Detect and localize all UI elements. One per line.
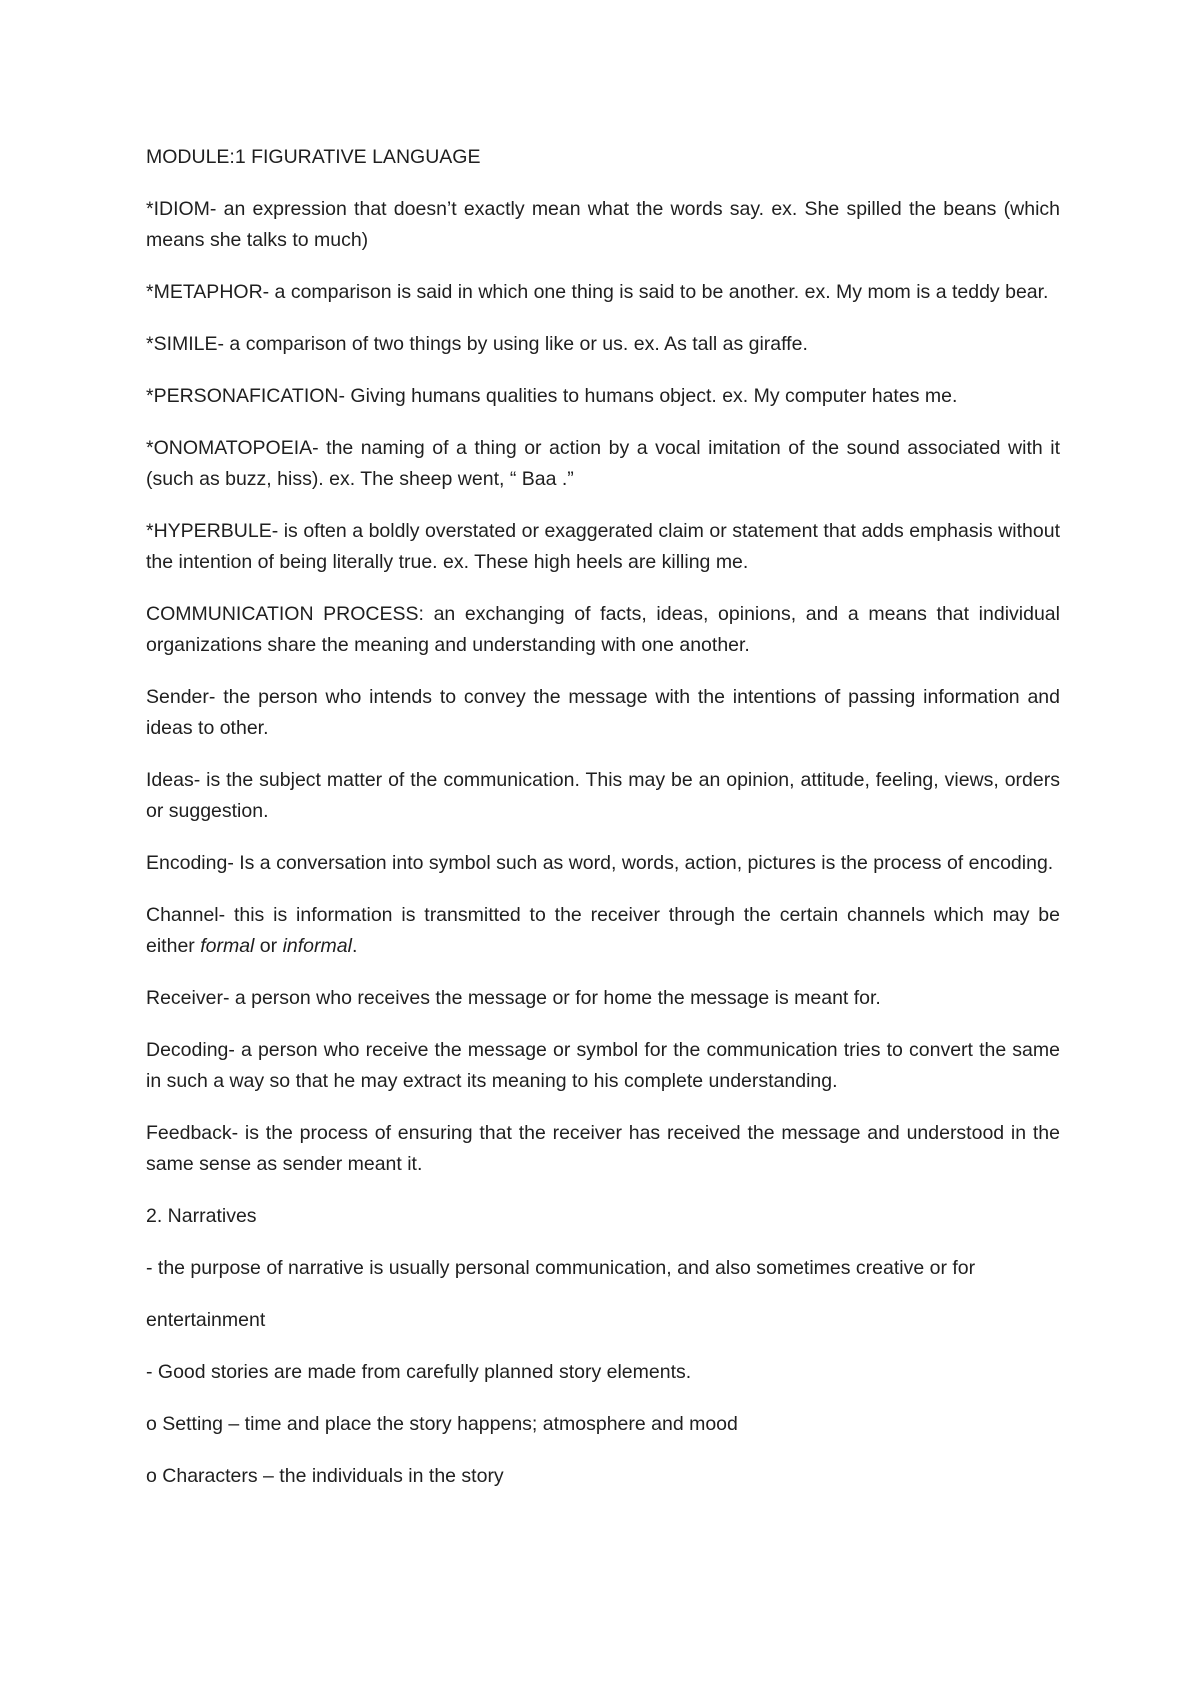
narratives-line: entertainment [146,1309,266,1331]
module-title: MODULE:1 FIGURATIVE LANGUAGE [146,146,481,168]
narratives-line: o Setting – time and place the story happens; atmosphere and mood [146,1413,738,1435]
encoding-definition: Encoding- Is a conversation into symbol such as word, words, action, pictures is the process of encoding. [146,852,1054,874]
sender-definition: Sender- the person who intends to convey the message with the intentions of passing information and ideas to other. [146,686,1060,739]
narratives-heading: 2. Narratives [146,1205,257,1227]
idiom-definition: *IDIOM- an expression that doesn’t exactly mean what the words say. ex. She spilled the beans (which means she talks to much) [146,198,1060,251]
channel-formal: formal [200,935,255,957]
channel-text: Channel- this is information is transmitted to the receiver through the certain channels which may be either [146,904,1060,957]
narratives-line: - Good stories are made from carefully planned story elements. [146,1361,692,1383]
channel-informal: informal [282,935,352,957]
narratives-line: - the purpose of narrative is usually personal communication, and also sometimes creative or for [146,1257,976,1279]
personification-definition: *PERSONAFICATION- Giving humans qualities to humans object. ex. My computer hates me. [146,385,958,407]
document-page [146,142,1060,1513]
hyperbole-definition: *HYPERBULE- is often a boldly overstated or exaggerated claim or statement that adds emphasis without the intention of being literally true. ex. These high heels are killing me. [146,520,1060,573]
communication-process-definition: COMMUNICATION PROCESS: an exchanging of facts, ideas, opinions, and a means that individual organizations share the meaning and understanding with one another. [146,603,1060,656]
simile-definition: *SIMILE- a comparison of two things by using like or us. ex. As tall as giraffe. [146,333,808,355]
narratives-line: o Characters – the individuals in the story [146,1465,504,1487]
onomatopoeia-definition: *ONOMATOPOEIA- the naming of a thing or action by a vocal imitation of the sound associated with it (such as buzz, hiss). ex. The sheep went, “ Baa .” [146,437,1060,490]
receiver-definition: Receiver- a person who receives the message or for home the message is meant for. [146,987,881,1009]
channel-definition [146,900,1060,962]
channel-or: or [254,935,283,957]
metaphor-definition: *METAPHOR- a comparison is said in which one thing is said to be another. ex. My mom is a teddy bear. [146,281,1049,303]
feedback-definition: Feedback- is the process of ensuring that the receiver has received the message and understood in the same sense as sender meant it. [146,1122,1060,1175]
channel-period: . [351,935,358,957]
decoding-definition: Decoding- a person who receive the message or symbol for the communication tries to convert the same in such a way so that he may extract its meaning to his complete understanding. [146,1039,1060,1092]
ideas-definition: Ideas- is the subject matter of the communication. This may be an opinion, attitude, feeling, views, orders or suggestion. [146,769,1060,822]
